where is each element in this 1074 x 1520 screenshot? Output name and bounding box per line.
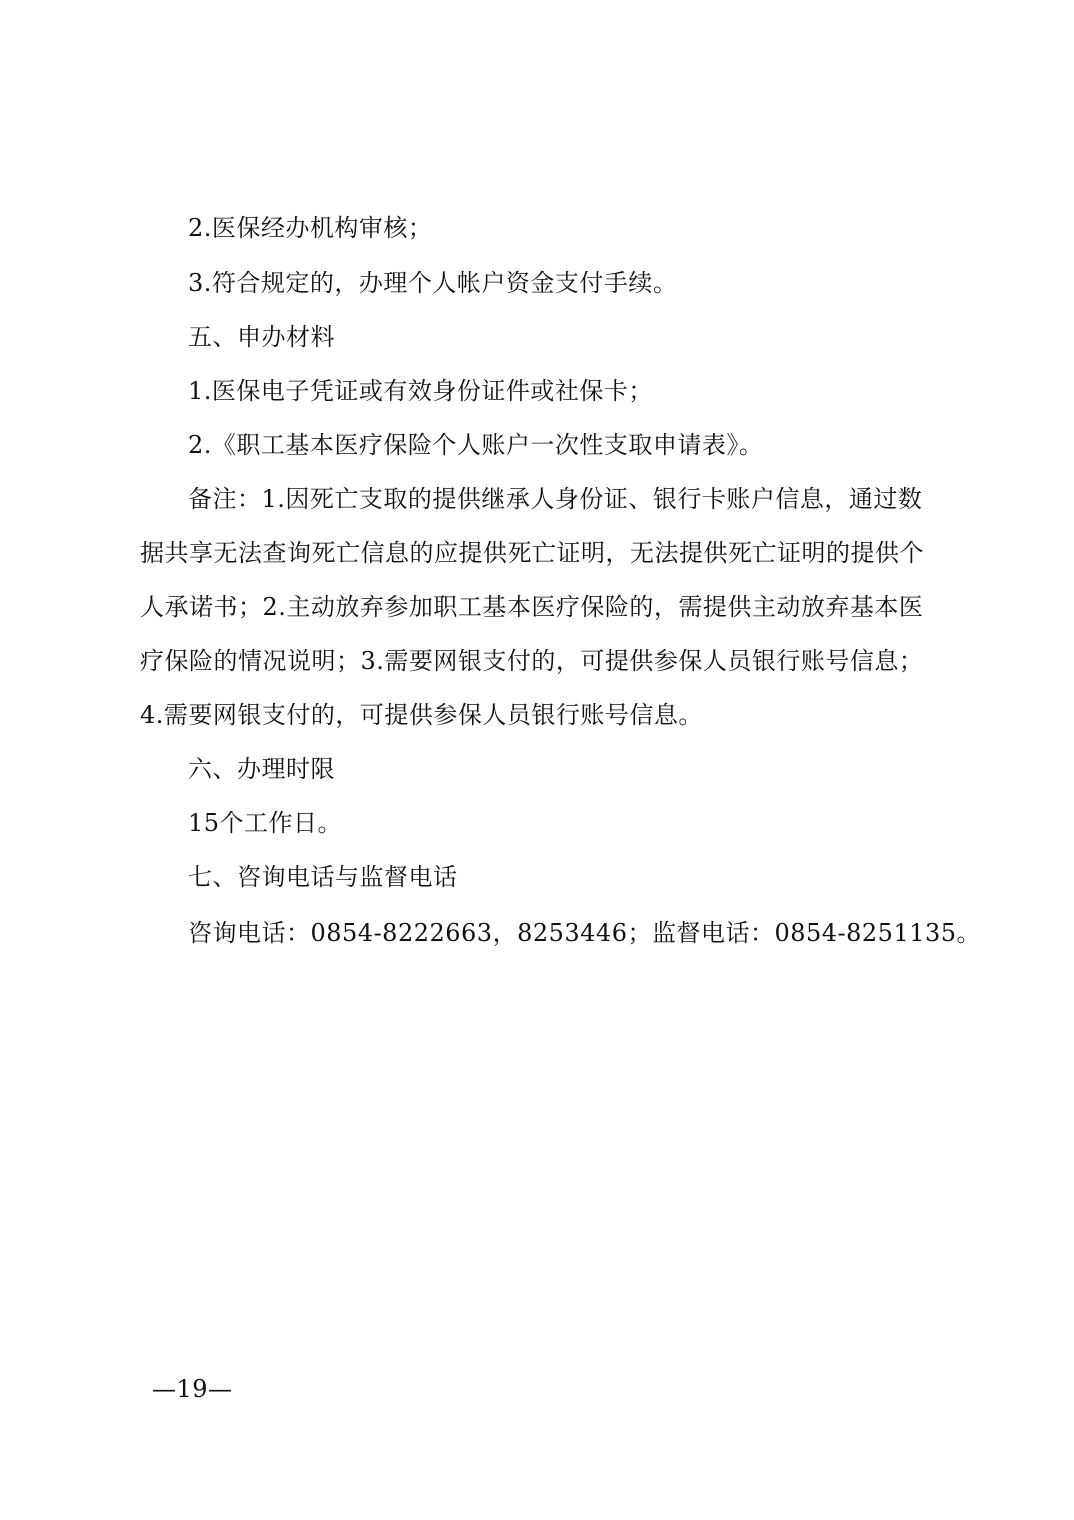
- note-line-2: 据共享无法查询死亡信息的应提供死亡证明，无法提供死亡证明的提供个: [140, 539, 924, 567]
- material-1-text: 1.医保电子凭证或有效身份证件或社保卡；: [188, 377, 653, 405]
- phone-numbers-text: 咨询电话：0854-8222663，8253446；监督电话：0854-8251135。: [188, 919, 982, 947]
- note-line-3: 人承诺书；2.主动放弃参加职工基本医疗保险的，需提供主动放弃基本医: [140, 593, 924, 621]
- section-7-heading: 七、咨询电话与监督电话: [188, 863, 458, 891]
- section-5-heading: 五、申办材料: [188, 323, 335, 351]
- page-number: —19—: [152, 1375, 233, 1403]
- material-2-text: 2.《职工基本医疗保险个人账户一次性支取申请表》。: [188, 431, 764, 459]
- step-3-text: 3.符合规定的，办理个人帐户资金支付手续。: [188, 269, 678, 297]
- note-line-1: 备注：1.因死亡支取的提供继承人身份证、银行卡账户信息，通过数: [188, 485, 923, 513]
- section-6-heading: 六、办理时限: [188, 755, 335, 783]
- note-line-5: 4.需要网银支付的，可提供参保人员银行账号信息。: [140, 701, 703, 729]
- step-2-text: 2.医保经办机构审核；: [188, 214, 433, 242]
- time-limit-text: 15个工作日。: [188, 809, 343, 837]
- note-line-4: 疗保险的情况说明；3.需要网银支付的，可提供参保人员银行账号信息；: [140, 647, 924, 675]
